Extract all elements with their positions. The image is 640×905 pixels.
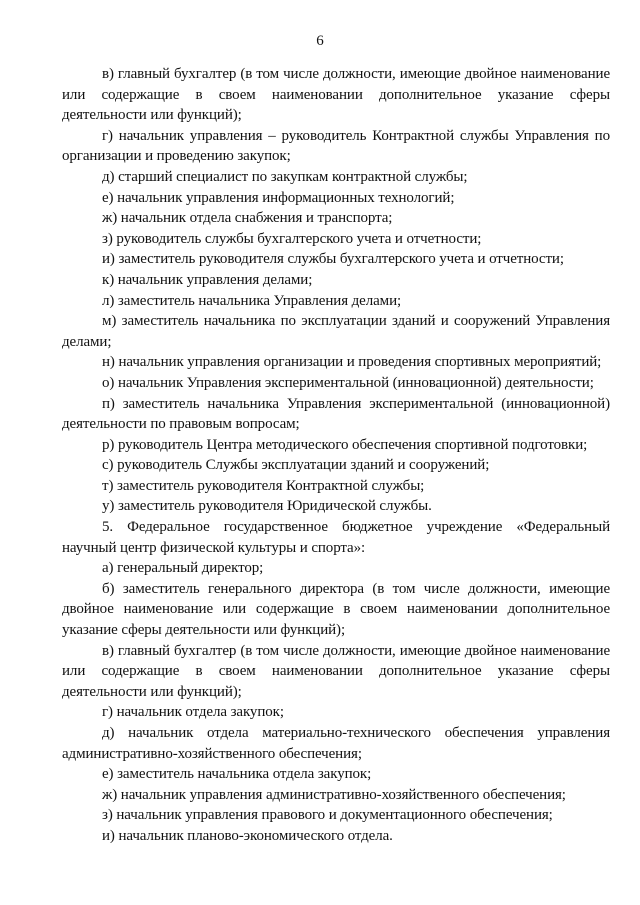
list-item: и) заместитель руководителя службы бухгалтерского учета и отчетности;	[102, 251, 564, 268]
list-item: у) заместитель руководителя Юридической службы.	[102, 498, 432, 515]
list-item: с) руководитель Службы эксплуатации зданий и сооружений;	[102, 457, 490, 474]
list-item: е) начальник управления информационных технологий;	[102, 189, 455, 206]
list-item: ж) начальник отдела снабжения и транспорта;	[102, 210, 393, 227]
list-item: и) начальник планово-экономического отдела.	[102, 827, 393, 844]
list-item: н) начальник управления организации и проведения спортивных мероприятий;	[102, 354, 602, 371]
document-body	[62, 64, 610, 847]
list-item: ж) начальник управления административно-хозяйственного обеспечения;	[102, 786, 566, 803]
list-item: к) начальник управления делами;	[102, 271, 313, 288]
list-item: т) заместитель руководителя Контрактной службы;	[102, 477, 425, 494]
list-item: б) заместитель генерального директора (в том числе должности, имеющие двойное наименование или содержащие в своем наименовании дополнительное указание сферы деятельности или функций);	[62, 580, 610, 639]
list-item: п) заместитель начальника Управления экспериментальной (инновационной) деятельности по правовым вопросам;	[62, 395, 610, 433]
list-item: а) генеральный директор;	[102, 560, 264, 577]
list-item: л) заместитель начальника Управления делами;	[102, 292, 402, 309]
page-number: 6	[316, 33, 324, 49]
list-item: г) начальник управления – руководитель Контрактной службы Управления по организации и проведению закупок;	[62, 127, 610, 165]
list-item: е) заместитель начальника отдела закупок;	[102, 766, 372, 783]
list-item: д) начальник отдела материально-технического обеспечения управления административно-хозяйственного обеспечения;	[62, 725, 610, 762]
list-item: в) главный бухгалтер (в том числе должности, имеющие двойное наименование или содержащие в своем наименовании дополнительное указание сферы деятельности или функций);	[62, 66, 610, 124]
list-item: з) руководитель службы бухгалтерского учета и отчетности;	[102, 230, 482, 247]
list-item: о) начальник Управления экспериментальной (инновационной) деятельности;	[102, 374, 594, 391]
list-item: д) старший специалист по закупкам контрактной службы;	[102, 168, 468, 185]
list-item: м) заместитель начальника по эксплуатации зданий и сооружений Управления делами;	[62, 313, 610, 350]
list-item: г) начальник отдела закупок;	[102, 704, 284, 721]
list-item: р) руководитель Центра методического обеспечения спортивной подготовки;	[102, 436, 588, 453]
list-item: з) начальник управления правового и документационного обеспечения;	[102, 807, 553, 824]
list-item: в) главный бухгалтер (в том числе должности, имеющие двойное наименование или содержащие в своем наименовании дополнительное указание сферы деятельности или функций);	[62, 642, 610, 700]
section-heading-paragraph: 5. Федеральное государственное бюджетное учреждение «Федеральный научный центр физической культуры и спорта»:	[62, 519, 610, 556]
